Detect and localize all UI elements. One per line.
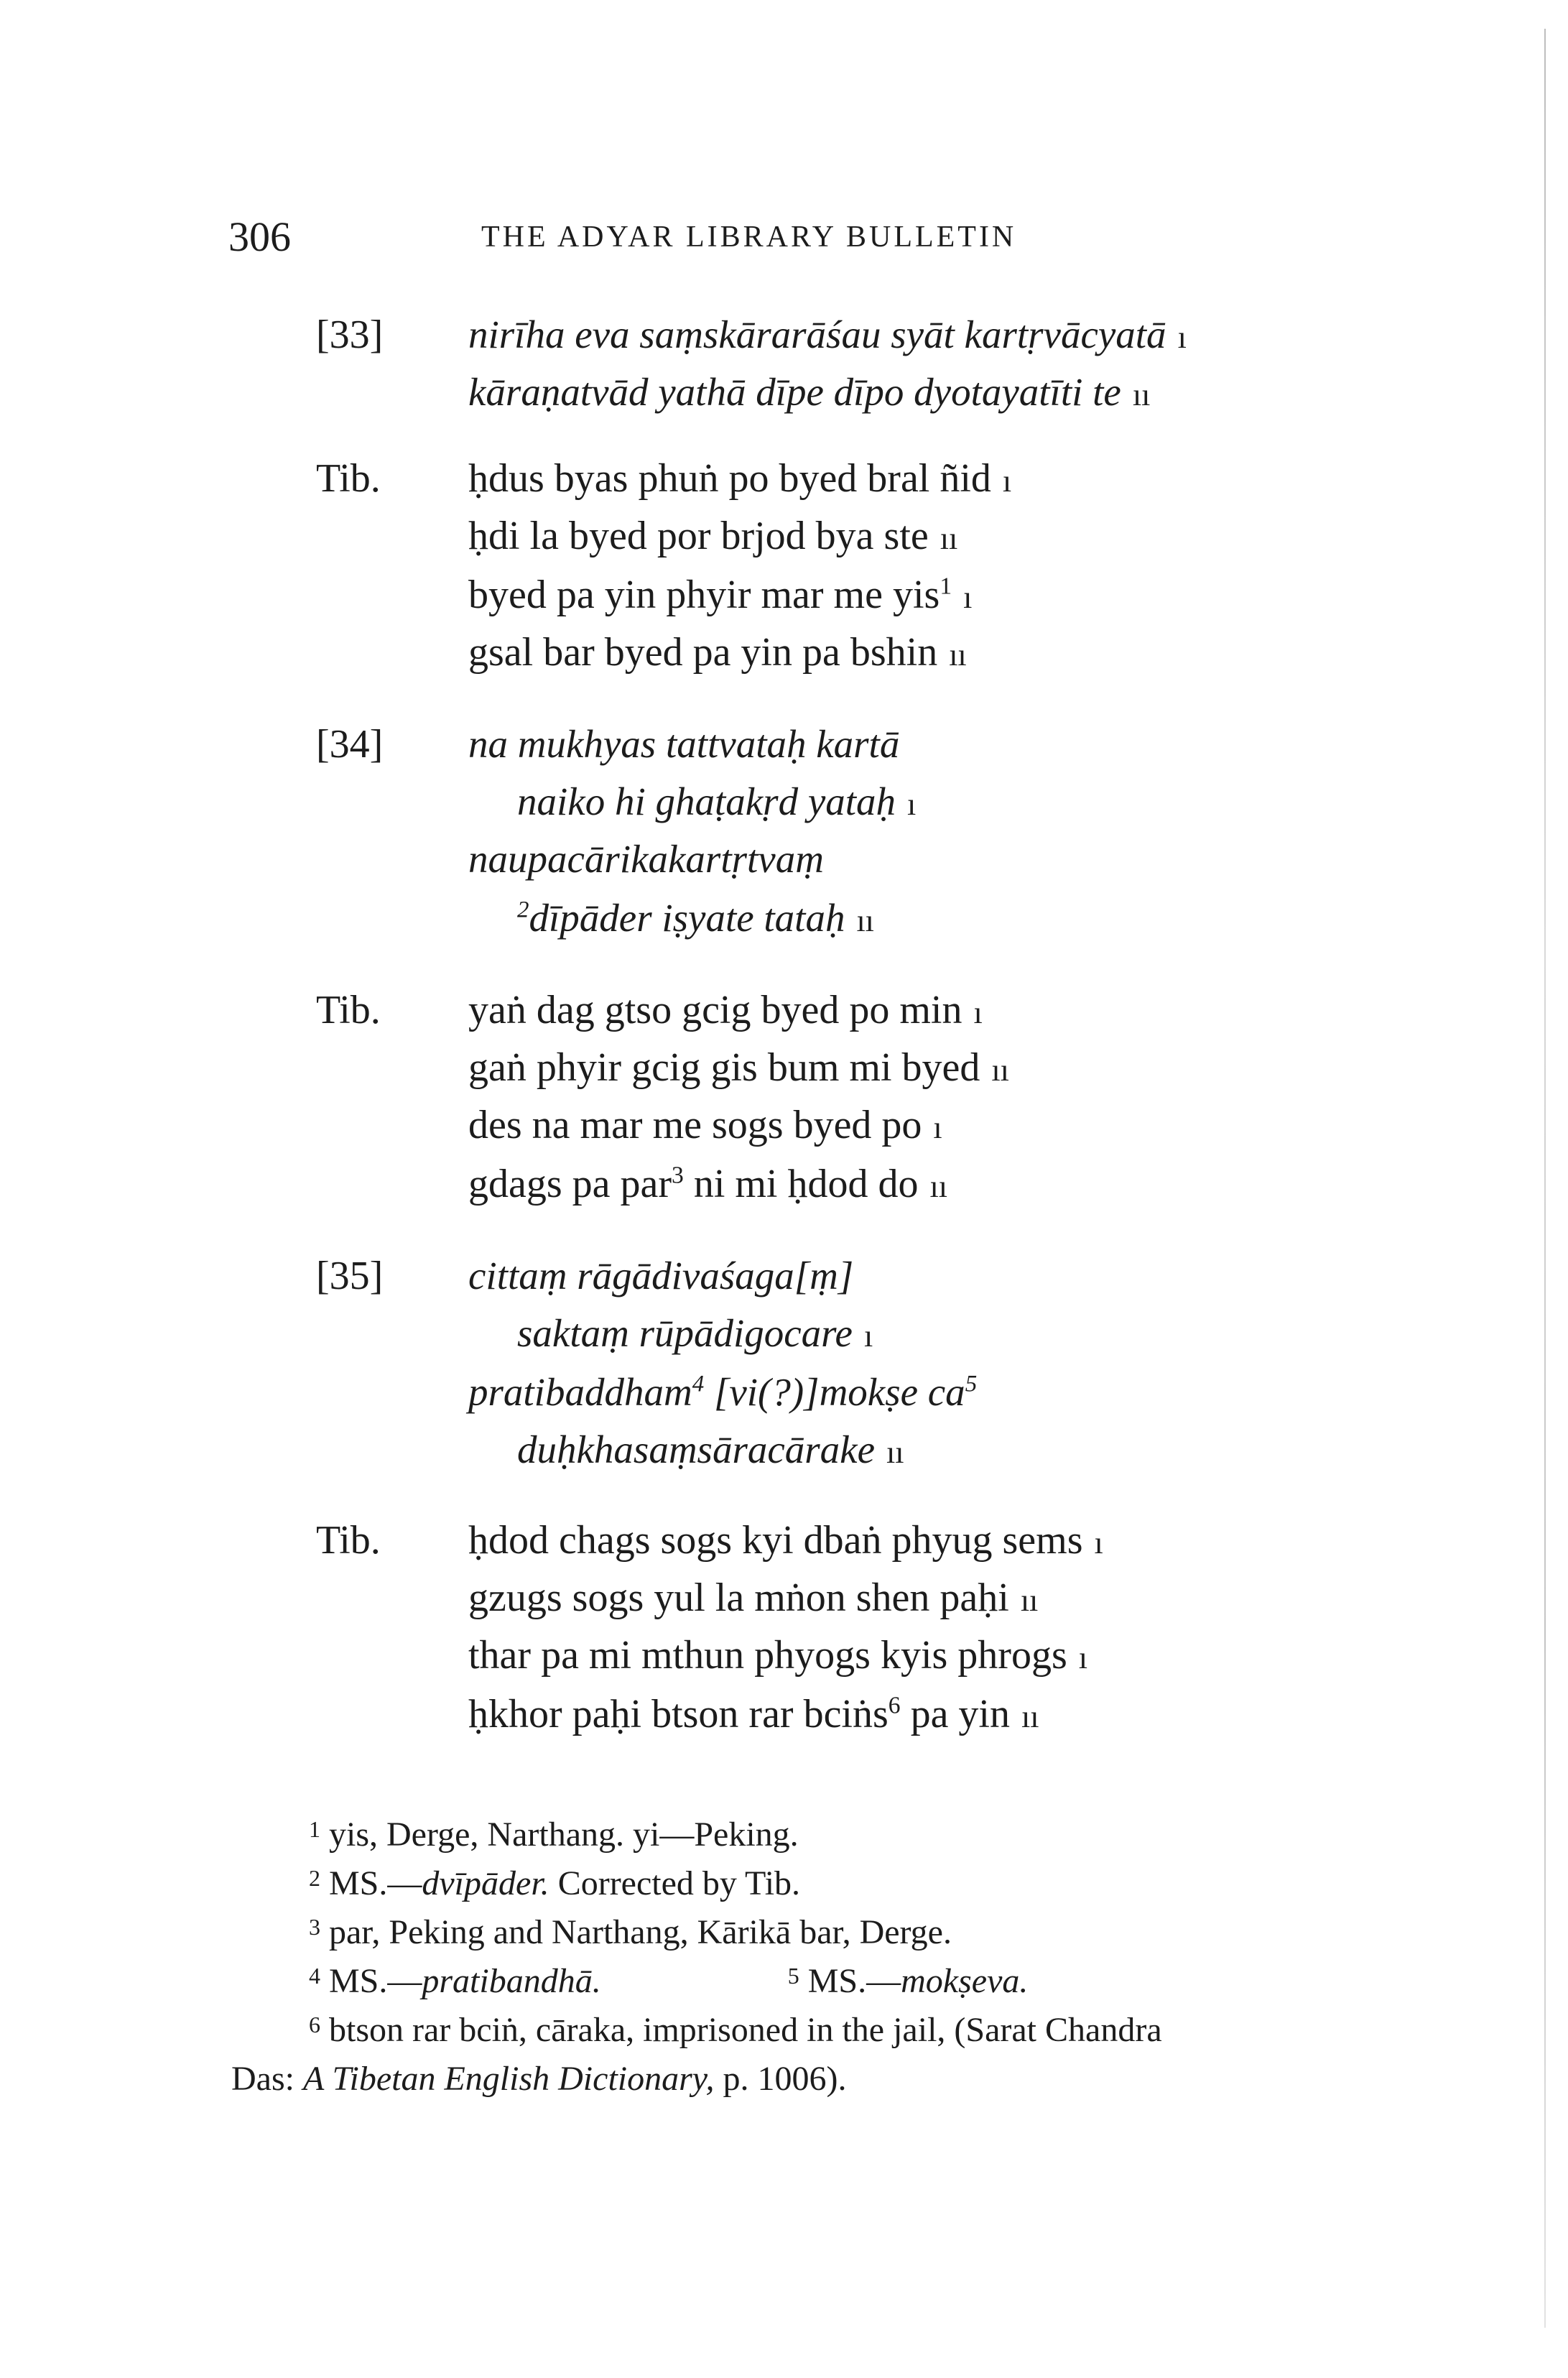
tibetan-line: yaṅ dag gtso gcig byed po min ı	[468, 988, 983, 1032]
tib-label-34: Tib.	[316, 988, 381, 1032]
tibetan-line: gzugs sogs yul la mṅon shen paḥi ıı	[468, 1576, 1039, 1620]
footnote-2: $^2$ MS.—dvīpāder. Corrected by Tib.	[309, 1864, 801, 1902]
tibetan-line: ḥdi la byed por brjod bya ste ıı	[468, 514, 958, 558]
tibetan-line: gaṅ phyir gcig gis bum mi byed ıı	[468, 1045, 1009, 1090]
footnote-ref: 5	[965, 1371, 978, 1397]
footnote-3: $^3$ par, Peking and Narthang, Kārikā bar, Derge.	[309, 1913, 952, 1951]
footnote-4-5: $^4$ MS.—pratibandhā. $^5$ MS.—mokṣeva.	[309, 1962, 1029, 2000]
verse-label-34: [34]	[316, 722, 384, 767]
footnote-6-continued: Das: A Tibetan English Dictionary, p. 1006).	[231, 2060, 847, 2098]
sanskrit-line: na mukhyas tattvataḥ kartā	[468, 722, 900, 766]
tibetan-line: thar pa mi mthun phyogs kyis phrogs ı	[468, 1633, 1087, 1678]
tib-label-33: Tib.	[316, 456, 381, 501]
sanskrit-line: naiko hi ghaṭakṛd yataḥ ı	[517, 779, 917, 823]
tibetan-line: gdags pa par$^3$ ni mi ḥdod do ıı	[468, 1162, 947, 1206]
sanskrit-line: pratibaddham$^4$ [vi(?)]mokṣe $ca^5$	[468, 1370, 978, 1414]
sanskrit-line: $^2$dīpāder iṣyate tataḥ ıı	[517, 896, 874, 940]
header-title: THE ADYAR LIBRARY BULLETIN	[481, 221, 1017, 254]
page-edge-line	[1544, 29, 1546, 2328]
footnote-6: $^6$ btson rar bciṅ, cāraka, imprisoned in the jail, (Sarat Chandra	[309, 2011, 1162, 2049]
footnote-ref: 1	[940, 573, 952, 600]
sanskrit-line: naupacārikakartṛtvaṃ	[468, 837, 824, 881]
sanskrit-line: kāraṇatvād yathā dīpe dīpo dyotayatīti te ıı	[468, 370, 1151, 414]
footnote-1: $^1$ yis, Derge, Narthang. yi—Peking.	[309, 1815, 799, 1854]
verse-label-35: [35]	[316, 1254, 384, 1298]
sanskrit-line: duḥkhasaṃsāracārake ıı	[517, 1428, 904, 1471]
footnote-ref: 2	[517, 897, 529, 923]
tib-label-35: Tib.	[316, 1518, 381, 1563]
tibetan-line: ḥkhor paḥi btson rar bciṅs$^6$ pa yin ıı	[468, 1692, 1039, 1736]
sanskrit-line: nirīha eva saṃskārarāśau syāt kartṛvācyatā ı	[468, 313, 1187, 356]
tibetan-line: byed pa yin phyir mar me yis$^1$ ı	[468, 573, 973, 617]
tibetan-line: ḥdod chags sogs kyi dbaṅ phyug sems ı	[468, 1518, 1103, 1563]
tibetan-line: gsal bar byed pa yin pa bshin ıı	[468, 630, 967, 675]
tibetan-line: ḥdus byas phuṅ po byed bral ñid ı	[468, 456, 1012, 501]
sanskrit-line: saktaṃ rūpādigocare ı	[517, 1311, 873, 1355]
footnote-ref: 6	[888, 1692, 901, 1719]
tibetan-line: des na mar me sogs byed po ı	[468, 1103, 942, 1147]
page-number: 306	[228, 213, 291, 260]
footnote-ref: 4	[692, 1371, 705, 1397]
verse-label-33: [33]	[316, 313, 384, 357]
sanskrit-line: cittaṃ rāgādivaśaga[ṃ]	[468, 1254, 854, 1297]
footnote-ref: 3	[672, 1162, 684, 1189]
running-head	[228, 213, 1162, 263]
